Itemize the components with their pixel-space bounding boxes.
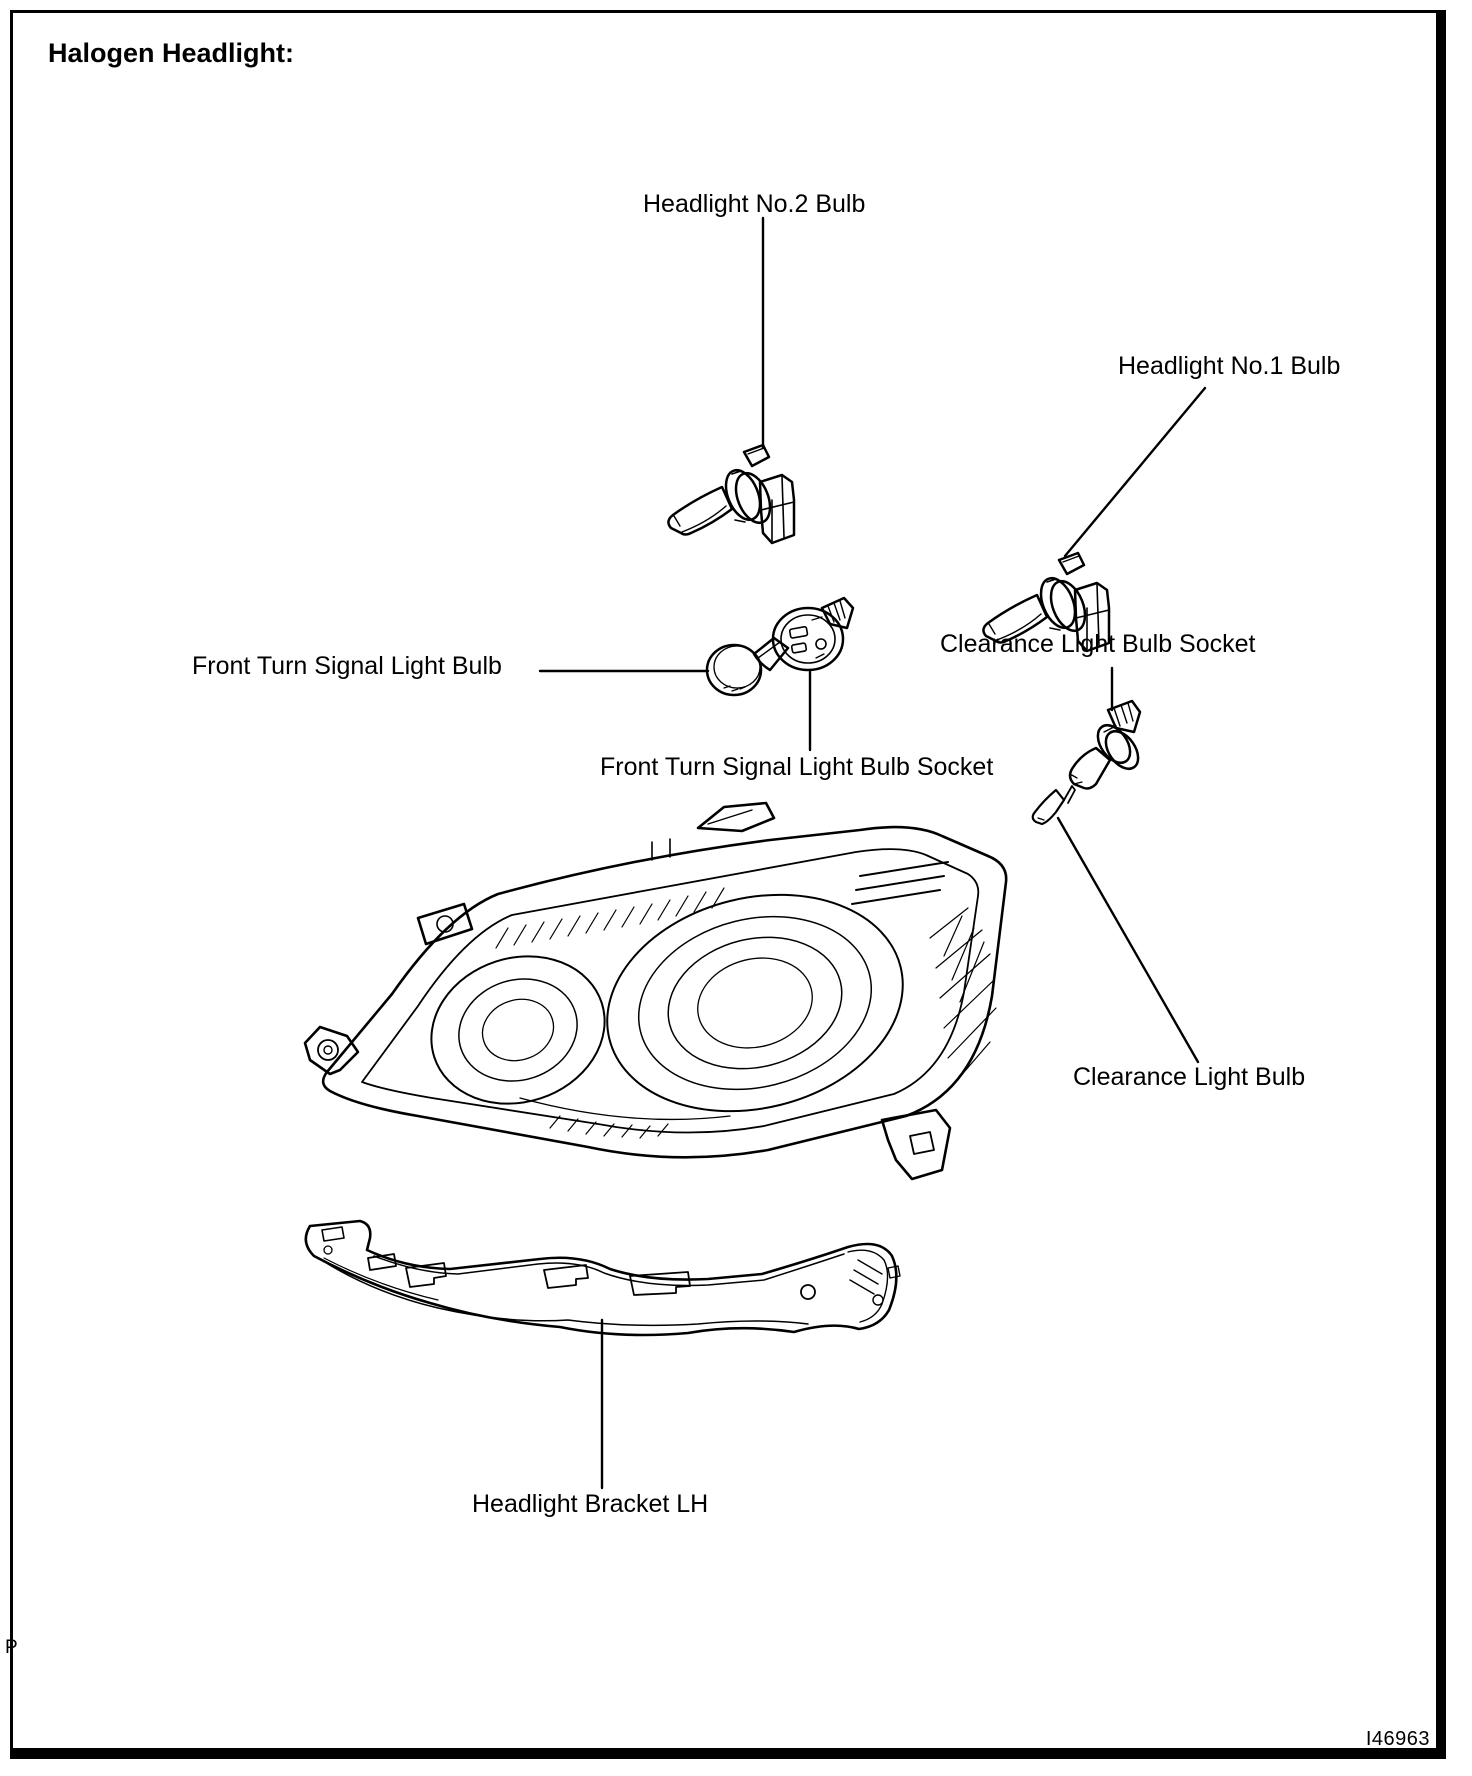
figure-code: I46963 [1365, 1728, 1430, 1750]
headlight-assembly-drawing [305, 803, 1006, 1179]
leader-headlight-no1-bulb [1065, 388, 1205, 556]
page-letter: P [5, 1637, 18, 1658]
headlight-bracket-drawing [306, 1221, 900, 1335]
clearance-bulb-drawing [1033, 786, 1075, 824]
clearance-socket-drawing [1070, 701, 1145, 789]
leader-clearance-bulb [1058, 818, 1198, 1062]
label-front-turn-signal-light-bulb: Front Turn Signal Light Bulb [192, 652, 502, 680]
label-headlight-no1-bulb: Headlight No.1 Bulb [1118, 352, 1341, 380]
label-clearance-light-bulb: Clearance Light Bulb [1073, 1063, 1306, 1091]
label-front-turn-signal-light-bulb-socket: Front Turn Signal Light Bulb Socket [600, 753, 994, 781]
page-title: Halogen Headlight: [48, 38, 295, 68]
label-headlight-bracket-lh: Headlight Bracket LH [472, 1490, 709, 1518]
front-turn-signal-socket-drawing [773, 598, 853, 670]
front-turn-signal-bulb-drawing [707, 638, 788, 695]
leader-lines [540, 218, 1205, 1488]
headlight-no2-bulb-drawing [668, 445, 794, 543]
label-headlight-no2-bulb: Headlight No.2 Bulb [643, 190, 866, 218]
label-clearance-light-bulb-socket: Clearance Light Bulb Socket [940, 630, 1256, 658]
